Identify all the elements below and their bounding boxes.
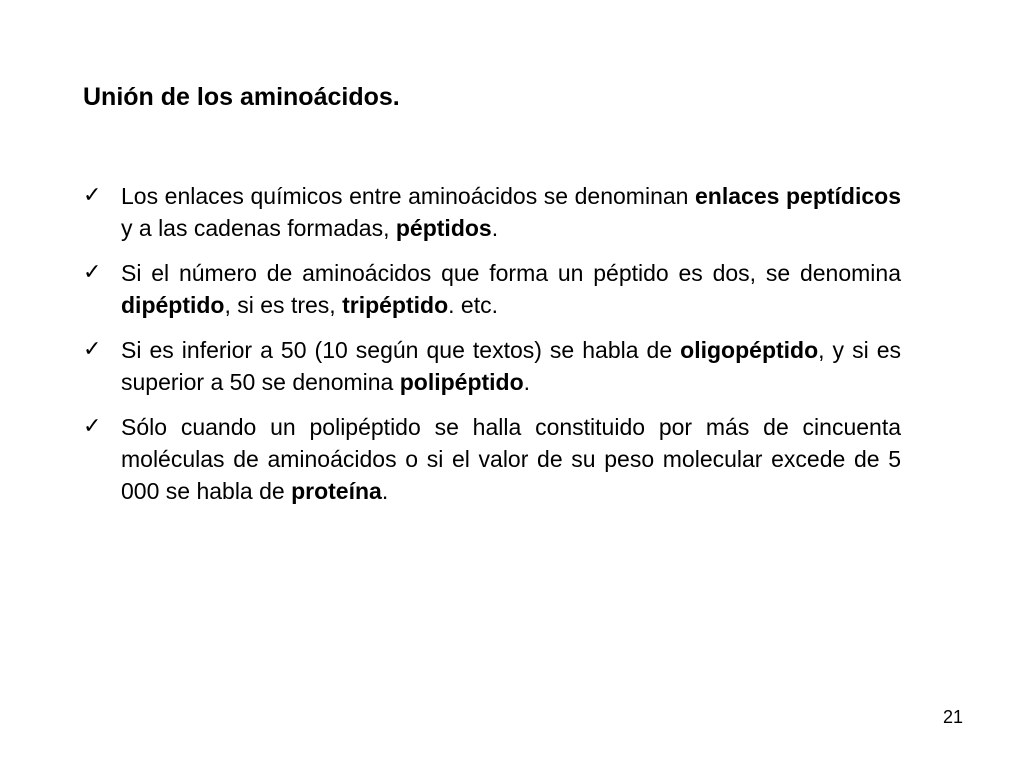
bold-term: péptidos <box>395 215 492 241</box>
bold-term: dipéptido <box>121 292 225 318</box>
bullet-text: Si el número de aminoácidos que forma un péptido es dos, se denomina dipéptido, si es tres, tripéptido. etc. <box>121 260 901 318</box>
checkmark-icon: ✓ <box>83 414 102 439</box>
slide-title: Unión de los aminoácidos. <box>83 83 400 111</box>
bold-term: tripéptido <box>342 292 449 318</box>
bullet-item <box>83 411 901 507</box>
page-number: 21 <box>942 707 963 727</box>
checkmark-icon: ✓ <box>83 260 102 285</box>
bullet-item <box>83 334 901 398</box>
bullet-text: Sólo cuando un polipéptido se halla constituido por más de cincuenta moléculas de aminoácidos o si el valor de su peso molecular excede de 5 000 se habla de proteína. <box>121 414 901 504</box>
bold-term: oligopéptido <box>680 337 819 363</box>
bullet-text: Si es inferior a 50 (10 según que textos) se habla de oligopéptido, y si es superior a 50 se denomina polipéptido. <box>121 337 902 395</box>
checkmark-icon: ✓ <box>83 337 102 362</box>
bullet-text: Los enlaces químicos entre aminoácidos se denominan enlaces peptídicos y a las cadenas formadas, péptidos. <box>121 183 901 241</box>
bold-term: proteína <box>291 478 382 504</box>
checkmark-icon: ✓ <box>83 183 102 208</box>
bullet-list <box>83 180 901 520</box>
bold-term: enlaces peptídicos <box>695 183 901 209</box>
bold-term: polipéptido <box>399 369 524 395</box>
bullet-item <box>83 180 901 244</box>
bullet-item <box>83 257 901 321</box>
